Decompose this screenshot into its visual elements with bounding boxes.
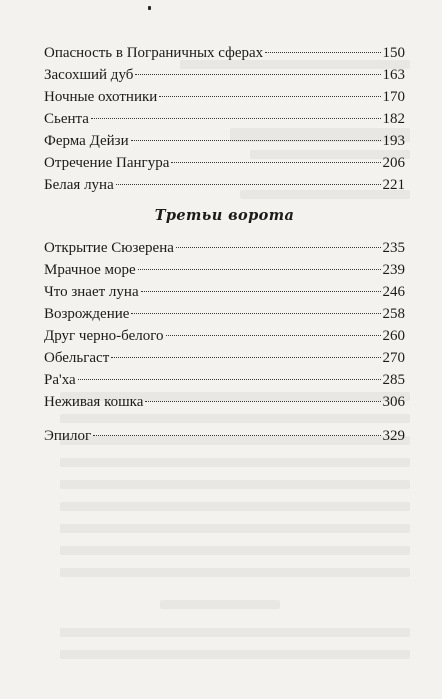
toc-entry-page: 329: [382, 428, 405, 444]
toc-entry-page: 285: [382, 372, 405, 388]
dot-leader: [166, 335, 381, 336]
dot-leader: [131, 140, 381, 141]
dot-leader: [138, 269, 381, 270]
dot-leader: [176, 247, 381, 248]
toc-entry: [44, 347, 405, 369]
toc-entry-page: 246: [382, 284, 405, 300]
toc-entry-page: 235: [382, 240, 405, 256]
printer-mark: [148, 6, 151, 10]
toc-entry: [44, 391, 405, 413]
dot-leader: [135, 74, 380, 75]
toc-entry-title: Эпилог: [44, 428, 92, 444]
toc-entry-title: Опасность в Пограничных сферах: [44, 45, 264, 61]
toc-entry-title: Отречение Пангура: [44, 155, 170, 171]
toc-entry-title: Сьента: [44, 111, 89, 127]
toc-entry-page: 206: [382, 155, 405, 171]
toc-entry: [44, 325, 405, 347]
toc-entry-page: 193: [382, 133, 405, 149]
toc-entry: [44, 369, 405, 391]
dot-leader: [171, 162, 380, 163]
dot-leader: [111, 357, 380, 358]
toc-entry-title: Ночные охотники: [44, 89, 158, 105]
toc-entry-page: 260: [382, 328, 405, 344]
toc-entry-title: Обельгаст: [44, 350, 110, 366]
dot-leader: [78, 379, 381, 380]
toc-entry-title: Засохший дуб: [44, 67, 134, 83]
dot-leader: [116, 184, 381, 185]
dot-leader: [131, 313, 380, 314]
dot-leader: [141, 291, 381, 292]
toc-entry-title: Белая луна: [44, 177, 114, 193]
toc-entry-page: 182: [382, 111, 405, 127]
toc-entry: [44, 281, 405, 303]
dot-leader: [93, 435, 380, 436]
section-heading: Третьи ворота: [154, 207, 295, 224]
toc-entry-title: Открытие Сюзерена: [44, 240, 174, 256]
toc-entry-title: Ферма Дейзи: [44, 133, 129, 149]
toc-entry: [44, 152, 405, 174]
toc-entry: [44, 303, 405, 325]
toc-entry-title: Неживая кошка: [44, 394, 144, 410]
toc-entry-title: Друг черно-белого: [44, 328, 164, 344]
dot-leader: [91, 118, 381, 119]
toc-entry-page: 239: [382, 262, 405, 278]
toc-entry: [44, 130, 405, 152]
toc-entry-title: Мрачное море: [44, 262, 136, 278]
toc-entry-title: Что знает луна: [44, 284, 139, 300]
toc-entry-page: 270: [382, 350, 405, 366]
toc-entry: [44, 86, 405, 108]
toc-entry: [44, 237, 405, 259]
toc-entry-epilogue: [44, 425, 405, 447]
toc-entry: [44, 259, 405, 281]
toc-entry-page: 150: [382, 45, 405, 61]
dot-leader: [159, 96, 380, 97]
toc-entry-page: 170: [382, 89, 405, 105]
toc-entry: [44, 108, 405, 130]
toc-entry-page: 258: [382, 306, 405, 322]
dot-leader: [145, 401, 380, 402]
toc-entry: [44, 174, 405, 196]
toc-entry-page: 221: [382, 177, 405, 193]
dot-leader: [265, 52, 380, 53]
toc-entry-page: 163: [382, 67, 405, 83]
toc-entry: [44, 42, 405, 64]
toc-entry-title: Возрождение: [44, 306, 130, 322]
toc-entry-title: Ра'ха: [44, 372, 76, 388]
toc-entry: [44, 64, 405, 86]
toc-entry-page: 306: [382, 394, 405, 410]
